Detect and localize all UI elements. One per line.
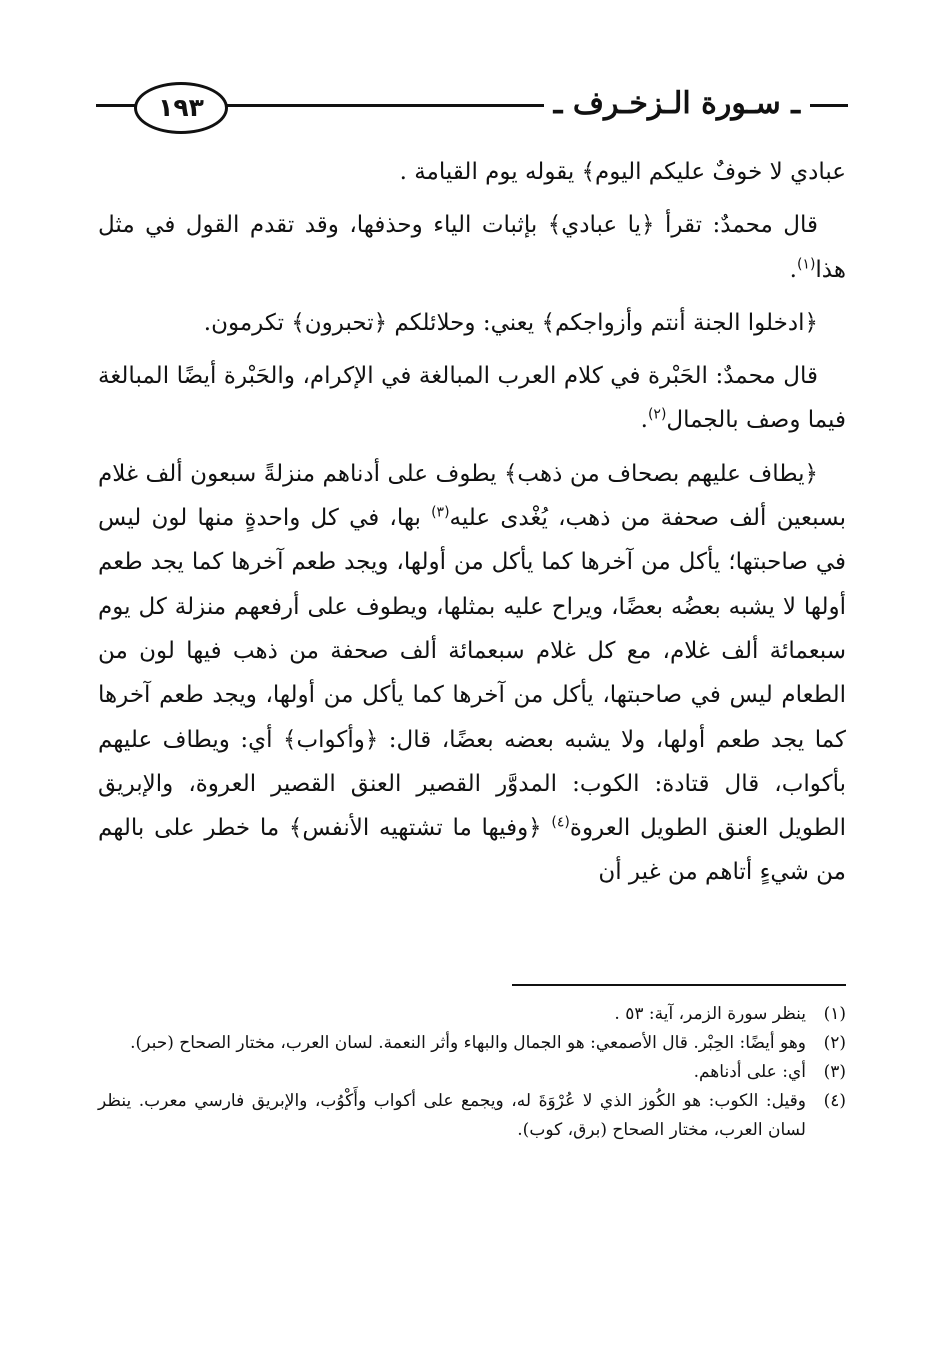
paragraph-text: عبادي لا خوفٌ عليكم اليوم﴾ يقوله يوم القيامة .: [399, 159, 846, 185]
footnote-separator: [512, 984, 846, 986]
paragraph-text: ﴿وفيها ما تشتهيه الأنفس﴾ ما خطر على بالهم من شيءٍ أتاهم من غير أن: [98, 815, 846, 886]
footnote-text: وهو أيضًا: الحِبْر. قال الأصمعي: هو الجمال والبهاء وأثر النعمة. لسان العرب، مختار الصحاح (حبر).: [130, 1033, 806, 1053]
footnote: [98, 1058, 846, 1087]
period: .: [640, 407, 648, 434]
paragraph-text: ﴿ادخلوا الجنة أنتم وأزواجكم﴾ يعني: وحلائلكم ﴿تحبرون﴾ تكرمون.: [203, 309, 818, 336]
surah-title: ـ سـورة الـزخـرف ـ: [544, 80, 810, 128]
paragraph: [98, 301, 846, 345]
footnote: [98, 1000, 846, 1029]
paragraph: [98, 203, 846, 292]
footnote-ref: (٤): [551, 814, 570, 831]
page-number: ١٩٣: [134, 82, 228, 134]
footnote-number: (٢): [823, 1033, 846, 1053]
footnote-number: (٤): [823, 1091, 846, 1111]
period: .: [789, 256, 797, 283]
paragraph-text: قال محمدٌ: تقرأ ﴿يا عبادي﴾ بإثبات الياء وحذفها، وقد تقدم القول في مثل هذا: [98, 212, 846, 283]
page-header: [96, 74, 848, 138]
footnote: [98, 1029, 846, 1058]
paragraph: [98, 150, 846, 194]
paragraph-text: قال محمدٌ: الحَبْرة في كلام العرب المبالغة في الإكرام، والحَبْرة أيضًا المبالغة فيما وصف بالجمال: [98, 363, 846, 434]
paragraph-text: ﴿يطاف عليهم بصحاف من ذهب﴾ يطوف على أدناهم منزلةً سبعون ألف غلام بسبعين ألف صحفة من ذهب، يُغْدى عليه: [98, 460, 847, 532]
footnote-text: ينظر سورة الزمر، آية: ٥٣ .: [614, 1004, 806, 1024]
footnote-ref: (١): [796, 255, 816, 272]
main-text: [98, 150, 846, 904]
paragraph: [98, 354, 846, 443]
footnote-text: وقيل: الكوب: هو الكُوز الذي لا عُرْوَةَ له، ويجمع على أكواب وأَكْوُب، والإبريق فارسي معرب. ينظر لسان العرب، مختار الصحاح (برق، كوب).: [98, 1091, 806, 1140]
footnote-number: (١): [823, 1004, 846, 1024]
footnote-ref: (٢): [647, 406, 667, 423]
paragraph: [98, 452, 846, 895]
footnotes: [98, 1000, 846, 1145]
footnote-number: (٣): [823, 1062, 846, 1082]
footnote-text: أي: على أدناهم.: [693, 1062, 806, 1082]
paragraph-text: بها، في كل واحدةٍ منها لون ليس في صاحبتها؛ يأكل من آخرها كما يأكل من أولها، ويجد طعم آخرها كما يجد طعم أولها لا يشبه بعضُه بعضًا، ويراح عليه بمثلها، ويطوف على أرفعهم منزلة كل يوم سبعمائة ألف غلام، مع كل غلام سبعمائة ألف صحفة من ذهب فيها لون من الطعام ليس في صاحبتها، يأكل من آخرها كما يأكل من أولها، ويجد طعم آخرها كما يجد طعم أولها، ولا يشبه بعضه بعضًا، قال: ﴿وأكواب﴾ أي: ويطاف عليهم بأكواب، قال قتادة: الكوب: المدوَّر القصير العنق القصير العروة، والإبريق الطويل العنق الطويل العروة: [98, 505, 847, 842]
footnote: [98, 1087, 846, 1145]
footnote-ref: (٣): [431, 504, 450, 521]
